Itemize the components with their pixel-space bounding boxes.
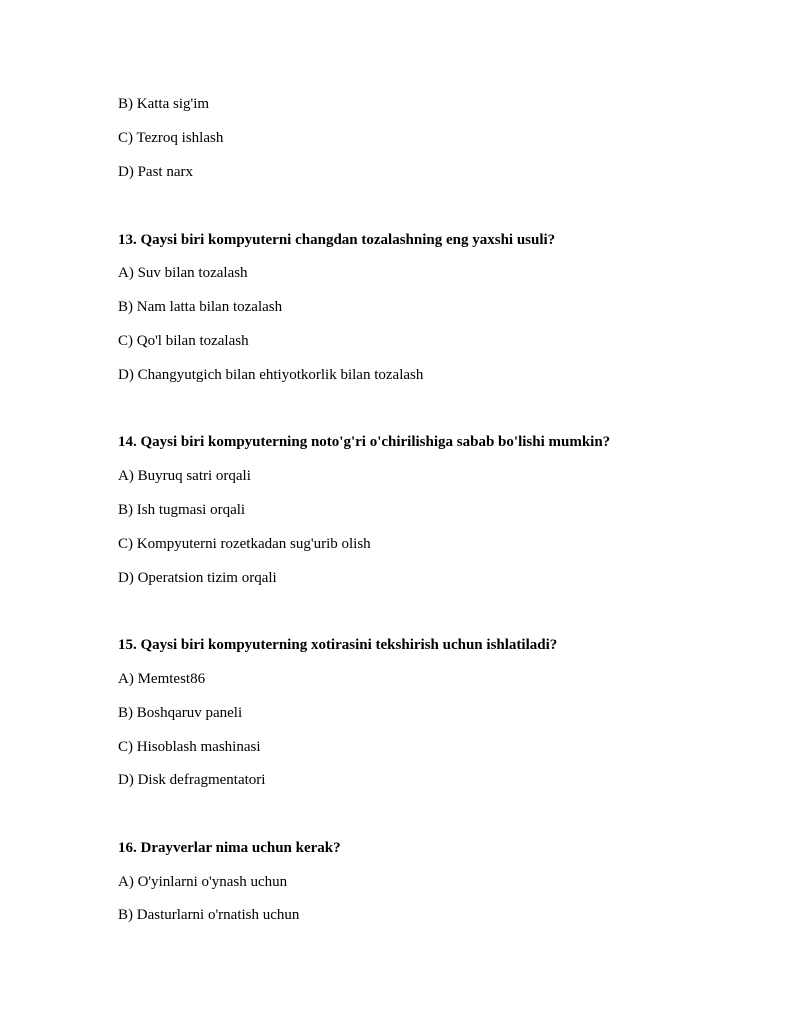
q14-option-b: B) Ish tugmasi orqali (118, 502, 246, 518)
q13-option-a: A) Suv bilan tozalash (118, 265, 248, 281)
q13-option-d: D) Changyutgich bilan ehtiyotkorlik bilan tozalash (118, 367, 424, 383)
q12-option-d: D) Past narx (118, 164, 193, 180)
q15-option-c: C) Hisoblash mashinasi (118, 739, 261, 755)
q12-option-c: C) Tezroq ishlash (118, 130, 224, 146)
q12-option-b: B) Katta sig'im (118, 96, 210, 112)
q16-question: 16. Drayverlar nima uchun kerak? (118, 840, 341, 856)
q15-option-a: A) Memtest86 (118, 671, 206, 687)
q14-option-d: D) Operatsion tizim orqali (118, 570, 277, 586)
q13-option-b: B) Nam latta bilan tozalash (118, 299, 283, 315)
q16-option-a: A) O'yinlarni o'ynash uchun (118, 874, 288, 890)
q14-option-a: A) Buyruq satri orqali (118, 468, 251, 484)
q15-option-b: B) Boshqaruv paneli (118, 705, 243, 721)
q14-question: 14. Qaysi biri kompyuterning noto'g'ri o'chirilishiga sabab bo'lishi mumkin? (118, 434, 611, 450)
q13-question: 13. Qaysi biri kompyuterni changdan tozalashning eng yaxshi usuli? (118, 232, 556, 248)
q13-option-c: C) Qo'l bilan tozalash (118, 333, 249, 349)
q15-option-d: D) Disk defragmentatori (118, 772, 266, 788)
q16-option-b: B) Dasturlarni o'rnatish uchun (118, 907, 300, 923)
q15-question: 15. Qaysi biri kompyuterning xotirasini tekshirish uchun ishlatiladi? (118, 637, 558, 653)
q14-option-c: C) Kompyuterni rozetkadan sug'urib olish (118, 536, 371, 552)
